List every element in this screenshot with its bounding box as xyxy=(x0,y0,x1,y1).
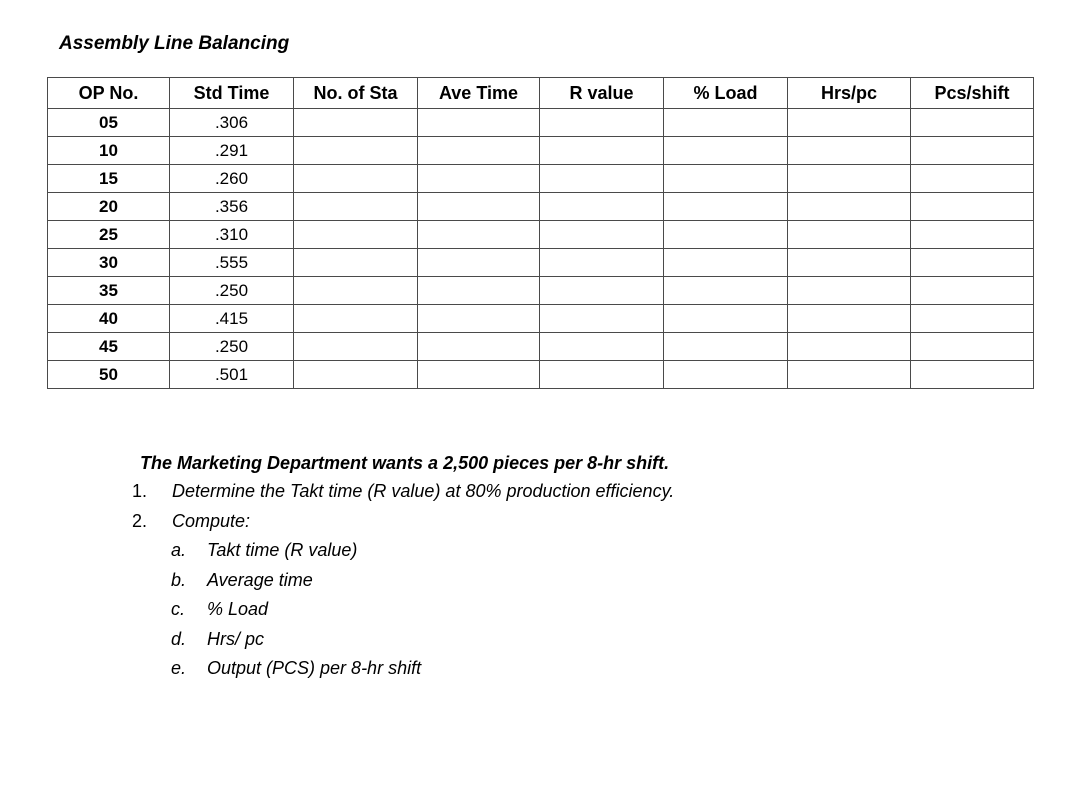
table-row xyxy=(48,109,1034,137)
empty-cell xyxy=(294,333,418,361)
sub-list-item-letter: c. xyxy=(171,599,186,619)
std-time-cell: .555 xyxy=(170,249,294,277)
empty-cell xyxy=(294,137,418,165)
list-item-text: Compute: xyxy=(172,511,251,531)
empty-cell xyxy=(418,249,540,277)
empty-cell xyxy=(294,165,418,193)
sub-list-item-text: Output (PCS) per 8-hr shift xyxy=(207,658,422,678)
empty-cell xyxy=(788,361,911,389)
empty-cell xyxy=(294,221,418,249)
list-item xyxy=(132,506,674,536)
empty-cell xyxy=(911,193,1034,221)
header-no-of-sta: No. of Sta xyxy=(294,78,418,109)
empty-cell xyxy=(664,109,788,137)
empty-cell xyxy=(788,333,911,361)
empty-cell xyxy=(664,333,788,361)
empty-cell xyxy=(540,165,664,193)
sub-list-item xyxy=(140,566,674,596)
empty-cell xyxy=(294,277,418,305)
empty-cell xyxy=(418,193,540,221)
empty-cell xyxy=(540,249,664,277)
std-time-cell: .306 xyxy=(170,109,294,137)
empty-cell xyxy=(788,305,911,333)
empty-cell xyxy=(788,277,911,305)
table-row xyxy=(48,361,1034,389)
empty-cell xyxy=(911,137,1034,165)
table-row xyxy=(48,305,1034,333)
sub-list-item xyxy=(140,536,674,566)
empty-cell xyxy=(540,137,664,165)
empty-cell xyxy=(418,109,540,137)
empty-cell xyxy=(911,109,1034,137)
std-time-cell: .415 xyxy=(170,305,294,333)
std-time-cell: .356 xyxy=(170,193,294,221)
sub-list-item xyxy=(140,595,674,625)
op-no-cell: 35 xyxy=(48,277,170,305)
empty-cell xyxy=(418,137,540,165)
empty-cell xyxy=(294,361,418,389)
sub-list-item xyxy=(140,654,674,684)
op-no-cell: 45 xyxy=(48,333,170,361)
problem-statement xyxy=(132,450,675,684)
empty-cell xyxy=(418,277,540,305)
empty-cell xyxy=(911,277,1034,305)
std-time-cell: .291 xyxy=(170,137,294,165)
empty-cell xyxy=(418,333,540,361)
empty-cell xyxy=(788,137,911,165)
list-item-text: Determine the Takt time (R value) at 80% production efficiency. xyxy=(172,481,675,501)
header-op-no: OP No. xyxy=(48,78,170,109)
empty-cell xyxy=(294,193,418,221)
empty-cell xyxy=(664,137,788,165)
empty-cell xyxy=(418,361,540,389)
op-no-cell: 05 xyxy=(48,109,170,137)
empty-cell xyxy=(664,165,788,193)
sub-list-item xyxy=(140,625,674,655)
header-percent-load: % Load xyxy=(664,78,788,109)
table-row xyxy=(48,249,1034,277)
header-std-time: Std Time xyxy=(170,78,294,109)
empty-cell xyxy=(788,165,911,193)
line-balancing-table xyxy=(47,77,1034,389)
empty-cell xyxy=(418,305,540,333)
problem-lead: The Marketing Department wants a 2,500 pieces per 8-hr shift. xyxy=(140,453,670,473)
list-item-number: 1. xyxy=(132,481,148,501)
std-time-cell: .310 xyxy=(170,221,294,249)
op-no-cell: 20 xyxy=(48,193,170,221)
empty-cell xyxy=(788,221,911,249)
table-row xyxy=(48,221,1034,249)
document-title: Assembly Line Balancing xyxy=(59,33,290,54)
table-row xyxy=(48,193,1034,221)
list-item xyxy=(132,476,675,506)
empty-cell xyxy=(418,221,540,249)
empty-cell xyxy=(540,221,664,249)
header-ave-time: Ave Time xyxy=(418,78,540,109)
empty-cell xyxy=(540,333,664,361)
empty-cell xyxy=(911,165,1034,193)
empty-cell xyxy=(911,221,1034,249)
empty-cell xyxy=(294,249,418,277)
empty-cell xyxy=(911,361,1034,389)
sub-list-item-text: % Load xyxy=(207,599,269,619)
empty-cell xyxy=(540,361,664,389)
header-pcs-shift: Pcs/shift xyxy=(911,78,1034,109)
std-time-cell: .260 xyxy=(170,165,294,193)
op-no-cell: 25 xyxy=(48,221,170,249)
empty-cell xyxy=(540,193,664,221)
empty-cell xyxy=(540,305,664,333)
list-item-number: 2. xyxy=(132,511,148,531)
empty-cell xyxy=(788,193,911,221)
table-row xyxy=(48,277,1034,305)
empty-cell xyxy=(664,193,788,221)
table-row xyxy=(48,333,1034,361)
sub-list-item-text: Hrs/ pc xyxy=(207,628,265,649)
std-time-cell: .250 xyxy=(170,277,294,305)
header-hrs-pc: Hrs/pc xyxy=(788,78,911,109)
empty-cell xyxy=(294,305,418,333)
empty-cell xyxy=(664,221,788,249)
empty-cell xyxy=(911,333,1034,361)
empty-cell xyxy=(418,165,540,193)
empty-cell xyxy=(540,277,664,305)
empty-cell xyxy=(664,277,788,305)
sub-list-item-letter: d. xyxy=(171,628,187,649)
empty-cell xyxy=(540,109,664,137)
table-header-row xyxy=(48,78,1034,109)
op-no-cell: 30 xyxy=(48,249,170,277)
sub-list-item-text: Takt time (R value) xyxy=(207,540,358,560)
std-time-cell: .501 xyxy=(170,361,294,389)
empty-cell xyxy=(788,249,911,277)
empty-cell xyxy=(664,305,788,333)
sub-list-item-letter: a. xyxy=(171,540,187,560)
header-r-value: R value xyxy=(540,78,664,109)
op-no-cell: 15 xyxy=(48,165,170,193)
sub-list-item-letter: b. xyxy=(171,569,187,590)
empty-cell xyxy=(788,109,911,137)
empty-cell xyxy=(294,109,418,137)
op-no-cell: 10 xyxy=(48,137,170,165)
table-row xyxy=(48,165,1034,193)
empty-cell xyxy=(664,249,788,277)
op-no-cell: 50 xyxy=(48,361,170,389)
std-time-cell: .250 xyxy=(170,333,294,361)
empty-cell xyxy=(911,249,1034,277)
op-no-cell: 40 xyxy=(48,305,170,333)
empty-cell xyxy=(664,361,788,389)
sub-list-item-letter: e. xyxy=(171,658,187,678)
empty-cell xyxy=(911,305,1034,333)
sub-list-item-text: Average time xyxy=(207,569,313,590)
table-row xyxy=(48,137,1034,165)
